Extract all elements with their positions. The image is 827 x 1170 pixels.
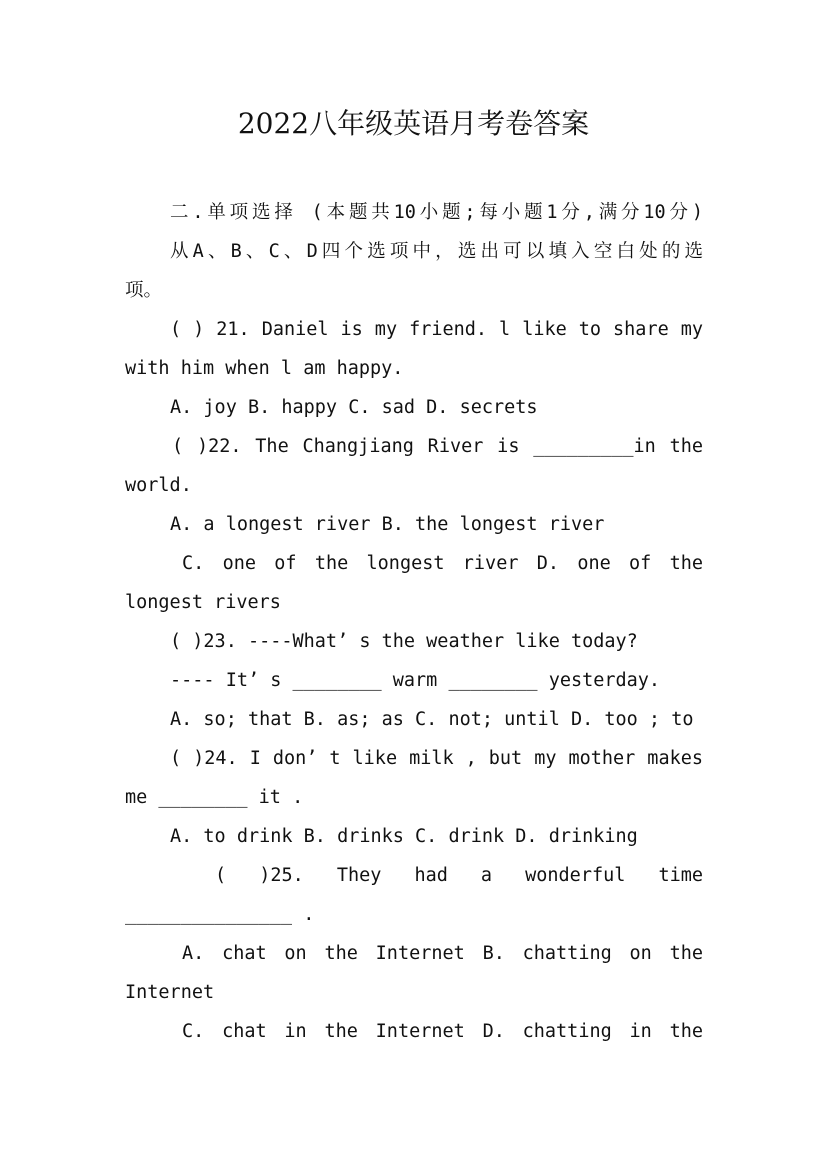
question-25-stem: _______________ . [125,904,315,925]
question-21-options: A. joy B. happy C. sad D. secrets [170,397,538,418]
question-25-stem: ( )25. They had a wonderful time [215,865,703,886]
question-23-stem: ---- It’ s ________ warm ________ yesterday. [170,670,661,691]
instruction-line: 从A、B、C、D四个选项中，选出可以填入空白处的选 [170,241,703,262]
question-24-stem: ( )24. I don’ t like milk , but my mother makes [170,748,703,769]
document-title: 2022八年级英语月考卷答案 [237,107,590,140]
instruction-line: 项。 [125,280,163,301]
question-25-options: C. chat in the Internet D. chatting in the [182,1021,703,1042]
section-heading: 二.单项选择 (本题共10小题;每小题1分,满分10分) [170,202,703,223]
question-23-stem: ( )23. ----What’ s the weather like today? [170,631,638,652]
question-22-options: longest rivers [125,592,281,613]
question-25-options: Internet [125,982,215,1003]
question-21-stem: ( ) 21. Daniel is my friend. l like to share my [170,319,703,340]
question-24-options: A. to drink B. drinks C. drink D. drinking [170,826,638,847]
question-21-stem: with him when l am happy. [125,358,404,379]
question-24-stem: me ________ it . [125,787,304,808]
question-22-stem: ( )22. The Changjiang River is _________in the [172,436,703,457]
document-body [125,193,703,1051]
question-22-stem: world. [125,475,192,496]
question-25-options: A. chat on the Internet B. chatting on the [182,943,703,964]
question-22-options: A. a longest river B. the longest river [170,514,605,535]
question-23-options: A. so; that B. as; as C. not; until D. too ; to [170,709,694,730]
question-22-options: C. one of the longest river D. one of the [182,553,703,574]
